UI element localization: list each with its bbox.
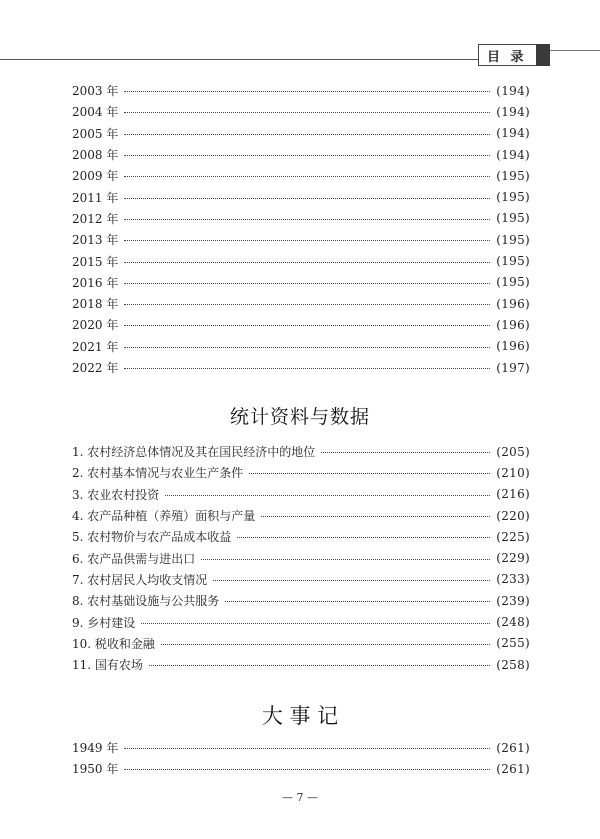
toc-leader-dots [213, 580, 490, 581]
toc-entry-page: (205) [496, 444, 530, 459]
toc-leader-dots [201, 559, 490, 560]
stats-toc-list [72, 441, 530, 675]
events-section-title: 大 事 记 [261, 704, 339, 728]
toc-entry-label: 3. 农业农村投资 [72, 487, 160, 502]
toc-entry[interactable] [72, 484, 530, 505]
toc-entry-page: (195) [496, 275, 530, 290]
toc-entry-page: (258) [496, 657, 530, 672]
stats-section-title: 统计资料与数据 [229, 406, 370, 428]
toc-leader-dots [124, 134, 490, 135]
toc-entry-label: 8. 农村基础设施与公共服务 [72, 594, 220, 609]
header-title: 目 录 [478, 44, 536, 66]
toc-entry-label: 2009 年 [72, 169, 119, 184]
header-rule [0, 59, 520, 60]
toc-leader-dots [124, 262, 490, 263]
toc-entry-page: (255) [496, 636, 530, 651]
toc-entry[interactable] [72, 165, 530, 186]
toc-leader-dots [141, 623, 490, 624]
toc-entry-label: 7. 农村居民人均收支情况 [72, 572, 208, 587]
toc-entry-label: 2004 年 [72, 105, 119, 120]
toc-entry[interactable] [72, 654, 530, 675]
toc-entry-page: (229) [496, 551, 530, 566]
toc-leader-dots [124, 240, 490, 241]
toc-entry-label: 2016 年 [72, 275, 119, 290]
toc-entry[interactable] [72, 293, 530, 314]
toc-entry[interactable] [72, 186, 530, 207]
toc-entry-label: 2022 年 [72, 361, 119, 375]
toc-entry-page: (210) [496, 465, 530, 480]
toc-entry-page: (248) [496, 615, 530, 630]
toc-entry-page: (261) [496, 740, 530, 755]
toc-entry[interactable] [72, 80, 530, 101]
toc-entry-page: (239) [496, 593, 530, 608]
toc-entry-page: (220) [496, 508, 530, 523]
toc-leader-dots [124, 219, 490, 220]
toc-entry-label: 1949 年 [72, 741, 119, 756]
toc-entry[interactable] [72, 336, 530, 357]
toc-entry-page: (195) [496, 232, 530, 247]
page-number: — 7 — [282, 791, 318, 804]
toc-entry-page: (195) [496, 254, 530, 269]
header-bar-block [536, 44, 550, 66]
toc-entry-label: 2005 年 [72, 126, 119, 141]
toc-entry-label: 2012 年 [72, 211, 119, 226]
toc-leader-dots [124, 198, 490, 199]
toc-leader-dots [124, 176, 490, 177]
toc-entry-label: 2013 年 [72, 233, 119, 248]
toc-leader-dots [124, 347, 490, 348]
toc-entry-page: (196) [496, 296, 530, 311]
toc-entry[interactable] [72, 633, 530, 654]
toc-entry[interactable] [72, 569, 530, 590]
toc-entry-page: (196) [496, 317, 530, 332]
toc-entry[interactable] [72, 590, 530, 611]
toc-leader-dots [161, 644, 490, 645]
events-toc-list [72, 737, 530, 780]
toc-entry-label: 4. 农产品种植（养殖）面积与产量 [72, 509, 256, 524]
toc-entry-label: 2008 年 [72, 148, 119, 163]
toc-leader-dots [321, 452, 490, 453]
toc-leader-dots [124, 91, 490, 92]
toc-leader-dots [149, 665, 490, 666]
toc-entry-page: (194) [496, 147, 530, 162]
toc-leader-dots [237, 537, 490, 538]
toc-entry[interactable] [72, 547, 530, 568]
toc-entry-label: 2020 年 [72, 318, 119, 333]
toc-leader-dots [124, 368, 490, 369]
toc-entry[interactable] [72, 611, 530, 632]
toc-entry[interactable] [72, 758, 530, 779]
toc-entry-page: (233) [496, 572, 530, 587]
toc-entry-label: 11. 国有农场 [72, 658, 143, 673]
toc-entry[interactable] [72, 250, 530, 271]
toc-entry-page: (195) [496, 211, 530, 226]
toc-leader-dots [124, 283, 490, 284]
toc-entry[interactable] [72, 272, 530, 293]
toc-entry-page: (261) [496, 761, 530, 776]
toc-leader-dots [225, 601, 490, 602]
years-toc-list [72, 80, 530, 378]
toc-entry-page: (194) [496, 104, 530, 119]
toc-entry-label: 1. 农村经济总体情况及其在国民经济中的地位 [72, 445, 316, 460]
toc-entry-page: (216) [496, 487, 530, 502]
toc-entry-page: (196) [496, 339, 530, 354]
toc-entry-page: (194) [496, 126, 530, 141]
toc-leader-dots [124, 769, 490, 770]
toc-entry[interactable] [72, 462, 530, 483]
toc-entry-page: (225) [496, 529, 530, 544]
toc-entry[interactable] [72, 229, 530, 250]
toc-leader-dots [261, 516, 490, 517]
toc-entry-label: 2015 年 [72, 254, 119, 269]
toc-entry-page: (197) [496, 360, 530, 375]
toc-entry[interactable] [72, 123, 530, 144]
toc-leader-dots [124, 112, 490, 113]
toc-entry[interactable] [72, 737, 530, 758]
toc-entry[interactable] [72, 208, 530, 229]
toc-entry[interactable] [72, 526, 530, 547]
toc-entry[interactable] [72, 314, 530, 335]
toc-leader-dots [124, 325, 490, 326]
toc-entry-label: 5. 农村物价与农产品成本收益 [72, 530, 232, 545]
toc-leader-dots [124, 304, 490, 305]
toc-entry-label: 2. 农村基本情况与农业生产条件 [72, 466, 244, 481]
toc-entry-label: 1950 年 [72, 762, 119, 777]
toc-entry-label: 2003 年 [72, 84, 119, 99]
toc-entry-label: 6. 农产品供需与进出口 [72, 551, 196, 566]
toc-entry-label: 10. 税收和金融 [72, 636, 155, 651]
toc-entry-page: (195) [496, 168, 530, 183]
toc-entry-label: 9. 乡村建设 [72, 615, 136, 630]
toc-entry[interactable] [72, 357, 530, 378]
toc-leader-dots [124, 155, 490, 156]
header-rule-right [550, 50, 600, 51]
toc-entry[interactable] [72, 144, 530, 165]
toc-entry[interactable] [72, 505, 530, 526]
toc-leader-dots [165, 495, 490, 496]
toc-leader-dots [124, 748, 490, 749]
toc-entry-label: 2011 年 [72, 190, 119, 205]
toc-entry-page: (194) [496, 83, 530, 98]
toc-leader-dots [249, 473, 490, 474]
toc-entry[interactable] [72, 101, 530, 122]
toc-entry[interactable] [72, 441, 530, 462]
toc-entry-page: (195) [496, 190, 530, 205]
toc-entry-label: 2018 年 [72, 297, 119, 312]
toc-entry-label: 2021 年 [72, 339, 119, 354]
